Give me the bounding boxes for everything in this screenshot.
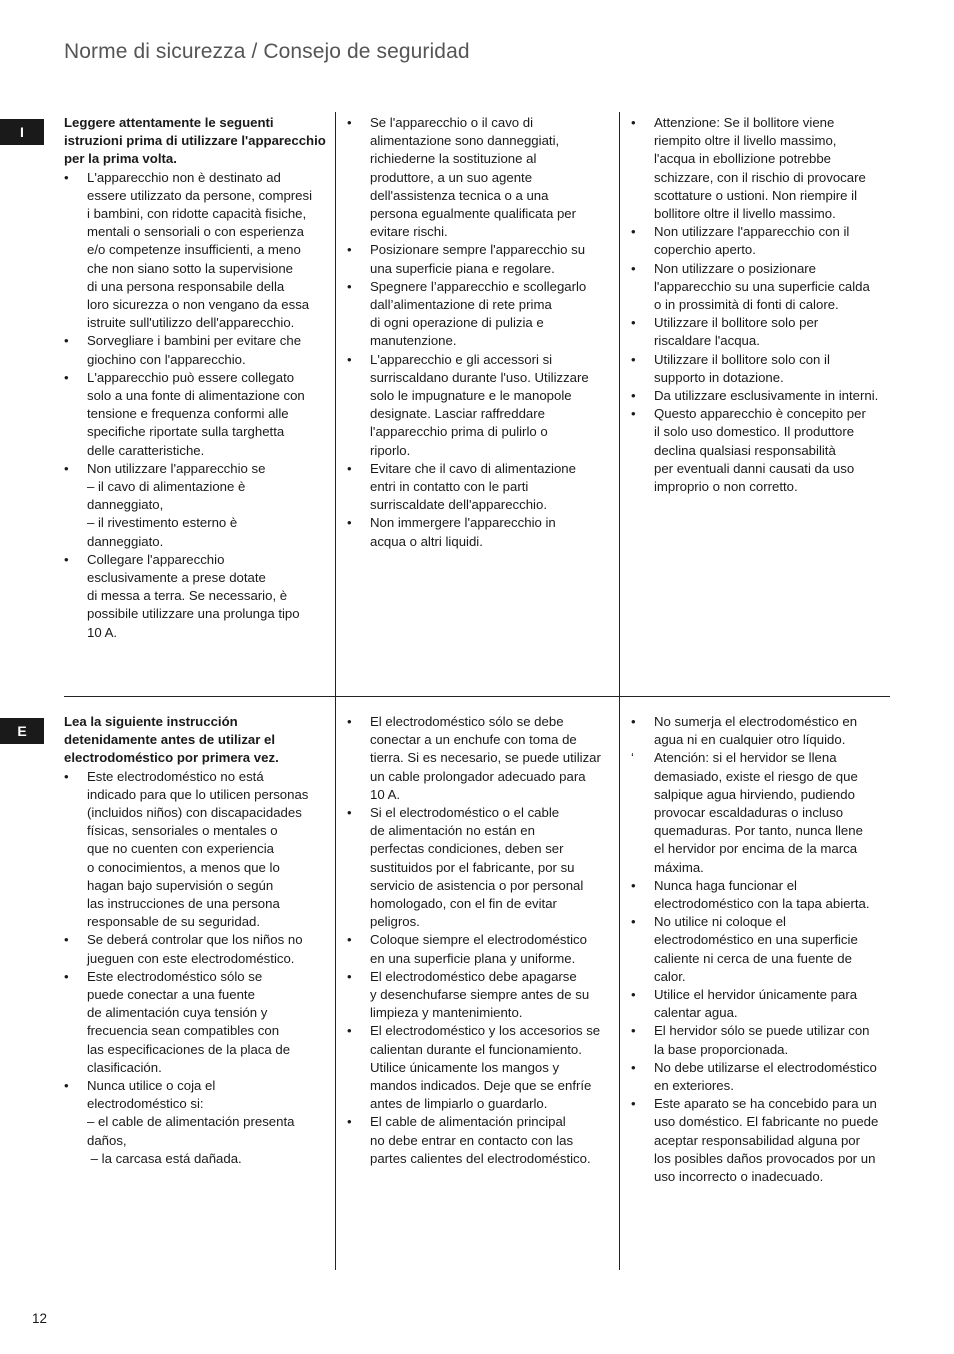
text-line: improprio o non corretto. xyxy=(654,479,798,495)
text-line: mandos indicados. Deje que se enfríe xyxy=(370,1078,592,1094)
text-line: Se deberá controlar que los niños no xyxy=(87,932,303,948)
bullet-marker: ‘ xyxy=(631,750,634,766)
list-item xyxy=(64,460,330,551)
text-line: uso doméstico. El fabricante no puede xyxy=(654,1114,879,1130)
text-line: El electrodoméstico debe apagarse xyxy=(370,968,577,984)
text-line: giochino con l'apparecchio. xyxy=(87,351,246,367)
bullet-marker: • xyxy=(347,351,352,367)
text-line: Evitare che il cavo di alimentazione xyxy=(370,460,576,476)
text-line: antes de limpiarlo o guardarlo. xyxy=(370,1096,548,1112)
text-line: manutenzione. xyxy=(370,333,457,349)
text-line: Nunca haga funcionar el xyxy=(654,877,797,893)
text-line: istruite sull'utilizzo dell'apparecchio. xyxy=(87,315,295,331)
list-item xyxy=(631,114,897,223)
text-line: di ogni operazione di pulizia e xyxy=(370,315,544,331)
page-title: Norme di sicurezza / Consejo de seguridad xyxy=(64,40,470,63)
text-line: esclusivamente a prese dotate xyxy=(87,570,266,586)
text-line: 10 A. xyxy=(370,786,401,802)
column-divider xyxy=(335,697,336,1270)
safety-list xyxy=(347,114,613,551)
safety-list xyxy=(347,713,613,1168)
text-line: declina qualsiasi responsabilità xyxy=(654,442,836,458)
text-line: en una superficie plana y uniforme. xyxy=(370,950,576,966)
text-line: Collegare l'apparecchio xyxy=(87,551,225,567)
list-item xyxy=(347,241,613,277)
text-line: tensione e frequenza conformi alle xyxy=(87,406,289,422)
text-line: caliente ni cerca de una fuente de xyxy=(654,950,852,966)
text-line: las especificaciones de la placa de xyxy=(87,1041,291,1057)
bullet-marker: • xyxy=(631,351,636,367)
text-line: L'apparecchio può essere collegato xyxy=(87,369,295,385)
bullet-marker: • xyxy=(64,768,69,784)
text-line: y desenchufarse siempre antes de su xyxy=(370,987,590,1003)
section-divider xyxy=(64,696,890,697)
text-line: entri in contatto con le parti xyxy=(370,479,529,495)
text-line: El hervidor sólo se puede utilizar con xyxy=(654,1023,870,1039)
text-line: No debe utilizarse el electrodoméstico xyxy=(654,1059,877,1075)
bullet-marker: • xyxy=(631,115,636,130)
text-line: Nunca utilice o coja el xyxy=(87,1078,216,1094)
text-line: calientan durante el funcionamiento. xyxy=(370,1041,582,1057)
text-line: persona egualmente qualificata per xyxy=(370,206,577,222)
text-line: Attenzione: Se il bollitore viene xyxy=(654,115,835,130)
text-line: aceptar responsabilidad alguna por xyxy=(654,1132,861,1148)
text-line: El cable de alimentación principal xyxy=(370,1114,566,1130)
list-item xyxy=(631,260,897,315)
list-item xyxy=(631,986,897,1022)
text-line: riporlo. xyxy=(370,442,411,458)
bullet-marker: • xyxy=(631,1023,636,1039)
text-line: scottature o ustioni. Non riempire il xyxy=(654,187,858,203)
list-item xyxy=(631,405,897,496)
text-line: Non utilizzare o posizionare xyxy=(654,260,816,276)
text-line: no debe entrar en contacto con las xyxy=(370,1132,574,1148)
text-line: Non immergere l'apparecchio in xyxy=(370,515,556,531)
text-line: Este aparato se ha concebido para un xyxy=(654,1096,877,1112)
bullet-marker: • xyxy=(347,115,352,130)
bullet-marker: • xyxy=(631,1059,636,1075)
safety-list xyxy=(631,114,897,496)
bullet-marker: • xyxy=(631,714,636,729)
text-line: Non utilizzare l'apparecchio se xyxy=(87,460,266,476)
list-item xyxy=(631,877,897,913)
text-line: bollitore oltre il livello massimo. xyxy=(654,206,836,222)
text-line: El electrodoméstico y los accesorios se xyxy=(370,1023,601,1039)
text-line: specifiche riportate sulla targhetta xyxy=(87,424,285,440)
bullet-marker: • xyxy=(347,1023,352,1039)
list-item xyxy=(631,913,897,986)
list-item xyxy=(631,223,897,259)
list-item xyxy=(347,514,613,550)
bullet-marker: • xyxy=(631,224,636,240)
text-line: la base proporcionada. xyxy=(654,1041,789,1057)
italian-column-3 xyxy=(631,114,897,496)
bullet-marker: • xyxy=(631,406,636,422)
text-line: indicado para que lo utilicen personas xyxy=(87,786,309,802)
bullet-marker: • xyxy=(64,1078,69,1094)
list-item xyxy=(64,768,330,932)
text-line: que no cuenten con experiencia xyxy=(87,841,274,857)
text-line: designate. Lasciar raffreddare xyxy=(370,406,545,422)
text-line: dell'assistenza tecnica o a una xyxy=(370,187,549,203)
text-line: mentali o sensoriali o con esperienza xyxy=(87,224,304,240)
text-line: Da utilizzare esclusivamente in interni. xyxy=(654,388,879,404)
text-line: dall’alimentazione di rete prima xyxy=(370,297,552,313)
text-line: homologado, con el fin de evitar xyxy=(370,896,557,912)
text-line: – el cable de alimentación presenta xyxy=(87,1114,295,1130)
text-line: l'apparecchio su una superficie calda xyxy=(654,278,870,294)
list-item xyxy=(64,169,330,333)
bullet-marker: • xyxy=(64,333,69,349)
text-line: l'acqua in ebollizione potrebbe xyxy=(654,151,832,167)
column-divider xyxy=(619,697,620,1270)
bullet-marker: • xyxy=(347,1114,352,1130)
text-line: essere utilizzato da persone, compresi xyxy=(87,187,313,203)
text-line: – la carcasa está dañada. xyxy=(87,1150,242,1166)
text-line: puede conectar a una fuente xyxy=(87,987,255,1003)
spanish-column-1 xyxy=(64,713,330,1168)
text-line: Sorvegliare i bambini per evitare che xyxy=(87,333,302,349)
section-tab-spanish: E xyxy=(0,718,44,744)
text-line: daños, xyxy=(87,1132,127,1148)
bullet-marker: • xyxy=(347,714,352,729)
text-line: – il rivestimento esterno è xyxy=(87,515,238,531)
text-line: perfectas condiciones, deben ser xyxy=(370,841,564,857)
spanish-column-3 xyxy=(631,713,897,1186)
text-line: partes calientes del electrodoméstico. xyxy=(370,1150,591,1166)
text-line: hagan bajo supervisión o según xyxy=(87,877,274,893)
text-line: frecuencia sean compatibles con xyxy=(87,1023,280,1039)
text-line: Coloque siempre el electrodoméstico xyxy=(370,932,587,948)
text-line: agua ni en cualquier otro líquido. xyxy=(654,732,846,748)
bullet-marker: • xyxy=(631,987,636,1003)
text-line: clasificación. xyxy=(87,1059,162,1075)
text-line: una superficie piana e regolare. xyxy=(370,260,555,276)
bullet-marker: • xyxy=(631,260,636,276)
text-line: possibile utilizzare una prolunga tipo xyxy=(87,606,300,622)
text-line: coperchio aperto. xyxy=(654,242,756,258)
text-line: o in prossimità di fonti di calore. xyxy=(654,297,839,313)
text-line: uso incorrecto o inadecuado. xyxy=(654,1169,824,1185)
text-line: che non siano sotto la supervisione xyxy=(87,260,294,276)
text-line: Atención: si el hervidor se llena xyxy=(654,750,837,766)
text-line: il solo uso domestico. Il produttore xyxy=(654,424,855,440)
text-line: (incluidos niños) con discapacidades xyxy=(87,805,302,821)
bullet-marker: • xyxy=(64,369,69,385)
column-divider xyxy=(335,112,336,697)
list-item xyxy=(631,1022,897,1058)
text-line: Utilice el hervidor únicamente para xyxy=(654,987,858,1003)
text-line: No sumerja el electrodoméstico en xyxy=(654,714,858,729)
text-line: per eventuali danni causati da uso xyxy=(654,460,855,476)
bullet-marker: • xyxy=(631,315,636,331)
text-line: o conocimientos, a menos que lo xyxy=(87,859,280,875)
text-line: Este electrodoméstico no está xyxy=(87,768,264,784)
list-item xyxy=(631,1059,897,1095)
text-line: el hervidor por encima de la marca xyxy=(654,841,858,857)
text-line: responsable de su seguridad. xyxy=(87,914,261,930)
list-item xyxy=(631,351,897,387)
list-item xyxy=(64,551,330,642)
list-item xyxy=(347,351,613,460)
text-line: físicas, sensoriales o mentales o xyxy=(87,823,278,839)
bullet-marker: • xyxy=(347,460,352,476)
text-line: riscaldare l'acqua. xyxy=(654,333,760,349)
text-line: demasiado, existe el riesgo de que xyxy=(654,768,858,784)
list-item xyxy=(347,278,613,351)
text-line: Este electrodoméstico sólo se xyxy=(87,968,263,984)
text-line: delle caratteristiche. xyxy=(87,442,205,458)
bullet-marker: • xyxy=(64,968,69,984)
text-line: 10 A. xyxy=(87,624,118,640)
text-line: provocar escaldaduras o incluso xyxy=(654,805,844,821)
bullet-marker: • xyxy=(64,932,69,948)
list-item xyxy=(631,1095,897,1186)
text-line: sustituidos por el fabricante, por su xyxy=(370,859,575,875)
bullet-marker: • xyxy=(631,877,636,893)
list-item xyxy=(631,713,897,749)
list-item xyxy=(64,1077,330,1168)
spanish-column-2 xyxy=(347,713,613,1168)
safety-list xyxy=(64,169,330,642)
section-tab-italian: I xyxy=(0,119,44,145)
bullet-marker: • xyxy=(631,1096,636,1112)
text-line: di messa a terra. Se necessario, è xyxy=(87,588,288,604)
intro-text: Lea la siguiente instrucción detenidamente antes de utilizar el electrodoméstico por primera vez. xyxy=(64,714,279,766)
bullet-marker: • xyxy=(347,242,352,258)
text-line: l'apparecchio prima di pulirlo o xyxy=(370,424,548,440)
list-item xyxy=(347,804,613,931)
text-line: Questo apparecchio è concepito per xyxy=(654,406,866,422)
text-line: las instrucciones de una persona xyxy=(87,896,280,912)
text-line: Posizionare sempre l'apparecchio su xyxy=(370,242,586,258)
italian-column-1 xyxy=(64,114,330,642)
text-line: di una persona responsabile della xyxy=(87,278,285,294)
text-line: danneggiato. xyxy=(87,533,164,549)
text-line: Spegnere l’apparecchio e scollegarlo xyxy=(370,278,587,294)
list-item xyxy=(64,968,330,1077)
list-item xyxy=(347,931,613,967)
text-line: evitare rischi. xyxy=(370,224,448,240)
text-line: servicio de asistencia o por personal xyxy=(370,877,584,893)
bullet-marker: • xyxy=(347,805,352,821)
bullet-marker: • xyxy=(631,914,636,930)
text-line: No utilice ni coloque el xyxy=(654,914,786,930)
bullet-marker: • xyxy=(631,388,636,404)
list-item xyxy=(347,713,613,804)
text-line: Utilizzare il bollitore solo per xyxy=(654,315,819,331)
text-line: supporto in dotazione. xyxy=(654,369,784,385)
text-line: electrodoméstico en una superficie xyxy=(654,932,858,948)
text-line: i bambini, con ridotte capacità fisiche, xyxy=(87,206,307,222)
text-line: de alimentación cuya tensión y xyxy=(87,1005,268,1021)
text-line: El electrodoméstico sólo se debe xyxy=(370,714,564,729)
text-line: Se l'apparecchio o il cavo di xyxy=(370,115,534,130)
text-line: Si el electrodoméstico o el cable xyxy=(370,805,560,821)
text-line: L'apparecchio non è destinato ad xyxy=(87,169,281,185)
text-line: riempito oltre il livello massimo, xyxy=(654,133,837,149)
text-line: loro sicurezza o non vengano da essa xyxy=(87,297,310,313)
text-line: solo le impugnature e le manopole xyxy=(370,388,572,404)
list-item xyxy=(64,332,330,368)
text-line: Utilice únicamente los mangos y xyxy=(370,1059,560,1075)
list-item xyxy=(347,460,613,515)
text-line: richiederne la sostituzione al xyxy=(370,151,537,167)
text-line: peligros. xyxy=(370,914,420,930)
bullet-marker: • xyxy=(347,278,352,294)
bullet-marker: • xyxy=(64,169,69,185)
text-line: electrodoméstico con la tapa abierta. xyxy=(654,896,870,912)
text-line: – il cavo di alimentazione è xyxy=(87,479,246,495)
text-line: e/o competenze insufficienti, a meno xyxy=(87,242,301,258)
list-item xyxy=(64,369,330,460)
list-item xyxy=(347,1022,613,1113)
text-line: jueguen con este electrodoméstico. xyxy=(87,950,295,966)
text-line: calor. xyxy=(654,968,686,984)
text-line: electrodoméstico si: xyxy=(87,1096,204,1112)
text-line: schizzare, con il rischio di provocare xyxy=(654,169,866,185)
text-line: los posibles daños provocados por un xyxy=(654,1150,876,1166)
text-line: en exteriores. xyxy=(654,1078,734,1094)
text-line: danneggiato, xyxy=(87,497,164,513)
bullet-marker: • xyxy=(64,551,69,567)
intro-text: Leggere attentamente le seguenti istruzioni prima di utilizzare l'apparecchio per la prima volta. xyxy=(64,115,326,167)
list-item xyxy=(347,968,613,1023)
text-line: quemaduras. Por tanto, nunca llene xyxy=(654,823,863,839)
bullet-marker: • xyxy=(347,932,352,948)
text-line: Utilizzare il bollitore solo con il xyxy=(654,351,830,367)
italian-column-2 xyxy=(347,114,613,551)
text-line: un cable prolongador adecuado para xyxy=(370,768,586,784)
text-line: alimentazione sono danneggiati, xyxy=(370,133,560,149)
bullet-marker: • xyxy=(347,968,352,984)
list-item xyxy=(631,387,897,405)
text-line: de alimentación no están en xyxy=(370,823,535,839)
column-divider xyxy=(619,112,620,697)
text-line: surriscaldano durante l'uso. Utilizzare xyxy=(370,369,589,385)
bullet-marker: • xyxy=(347,515,352,531)
list-item xyxy=(347,114,613,241)
text-line: conectar a un enchufe con toma de xyxy=(370,732,577,748)
text-line: produttore, a un suo agente xyxy=(370,169,533,185)
text-line: Non utilizzare l'apparecchio con il xyxy=(654,224,850,240)
text-line: máxima. xyxy=(654,859,704,875)
list-item xyxy=(64,931,330,967)
list-item xyxy=(631,314,897,350)
safety-list xyxy=(64,768,330,1168)
text-line: solo a una fonte di alimentazione con xyxy=(87,388,305,404)
bullet-marker: • xyxy=(64,460,69,476)
text-line: acqua o altri liquidi. xyxy=(370,533,483,549)
list-item xyxy=(631,749,897,876)
safety-list xyxy=(631,713,897,1186)
text-line: limpieza y mantenimiento. xyxy=(370,1005,523,1021)
list-item xyxy=(347,1113,613,1168)
text-line: salpique agua hirviendo, pudiendo xyxy=(654,786,855,802)
text-line: L'apparecchio e gli accessori si xyxy=(370,351,553,367)
text-line: calentar agua. xyxy=(654,1005,738,1021)
text-line: surriscaldate dell'apparecchio. xyxy=(370,497,547,513)
page-number: 12 xyxy=(32,1311,48,1326)
text-line: tierra. Si es necesario, se puede utilizar xyxy=(370,750,601,766)
